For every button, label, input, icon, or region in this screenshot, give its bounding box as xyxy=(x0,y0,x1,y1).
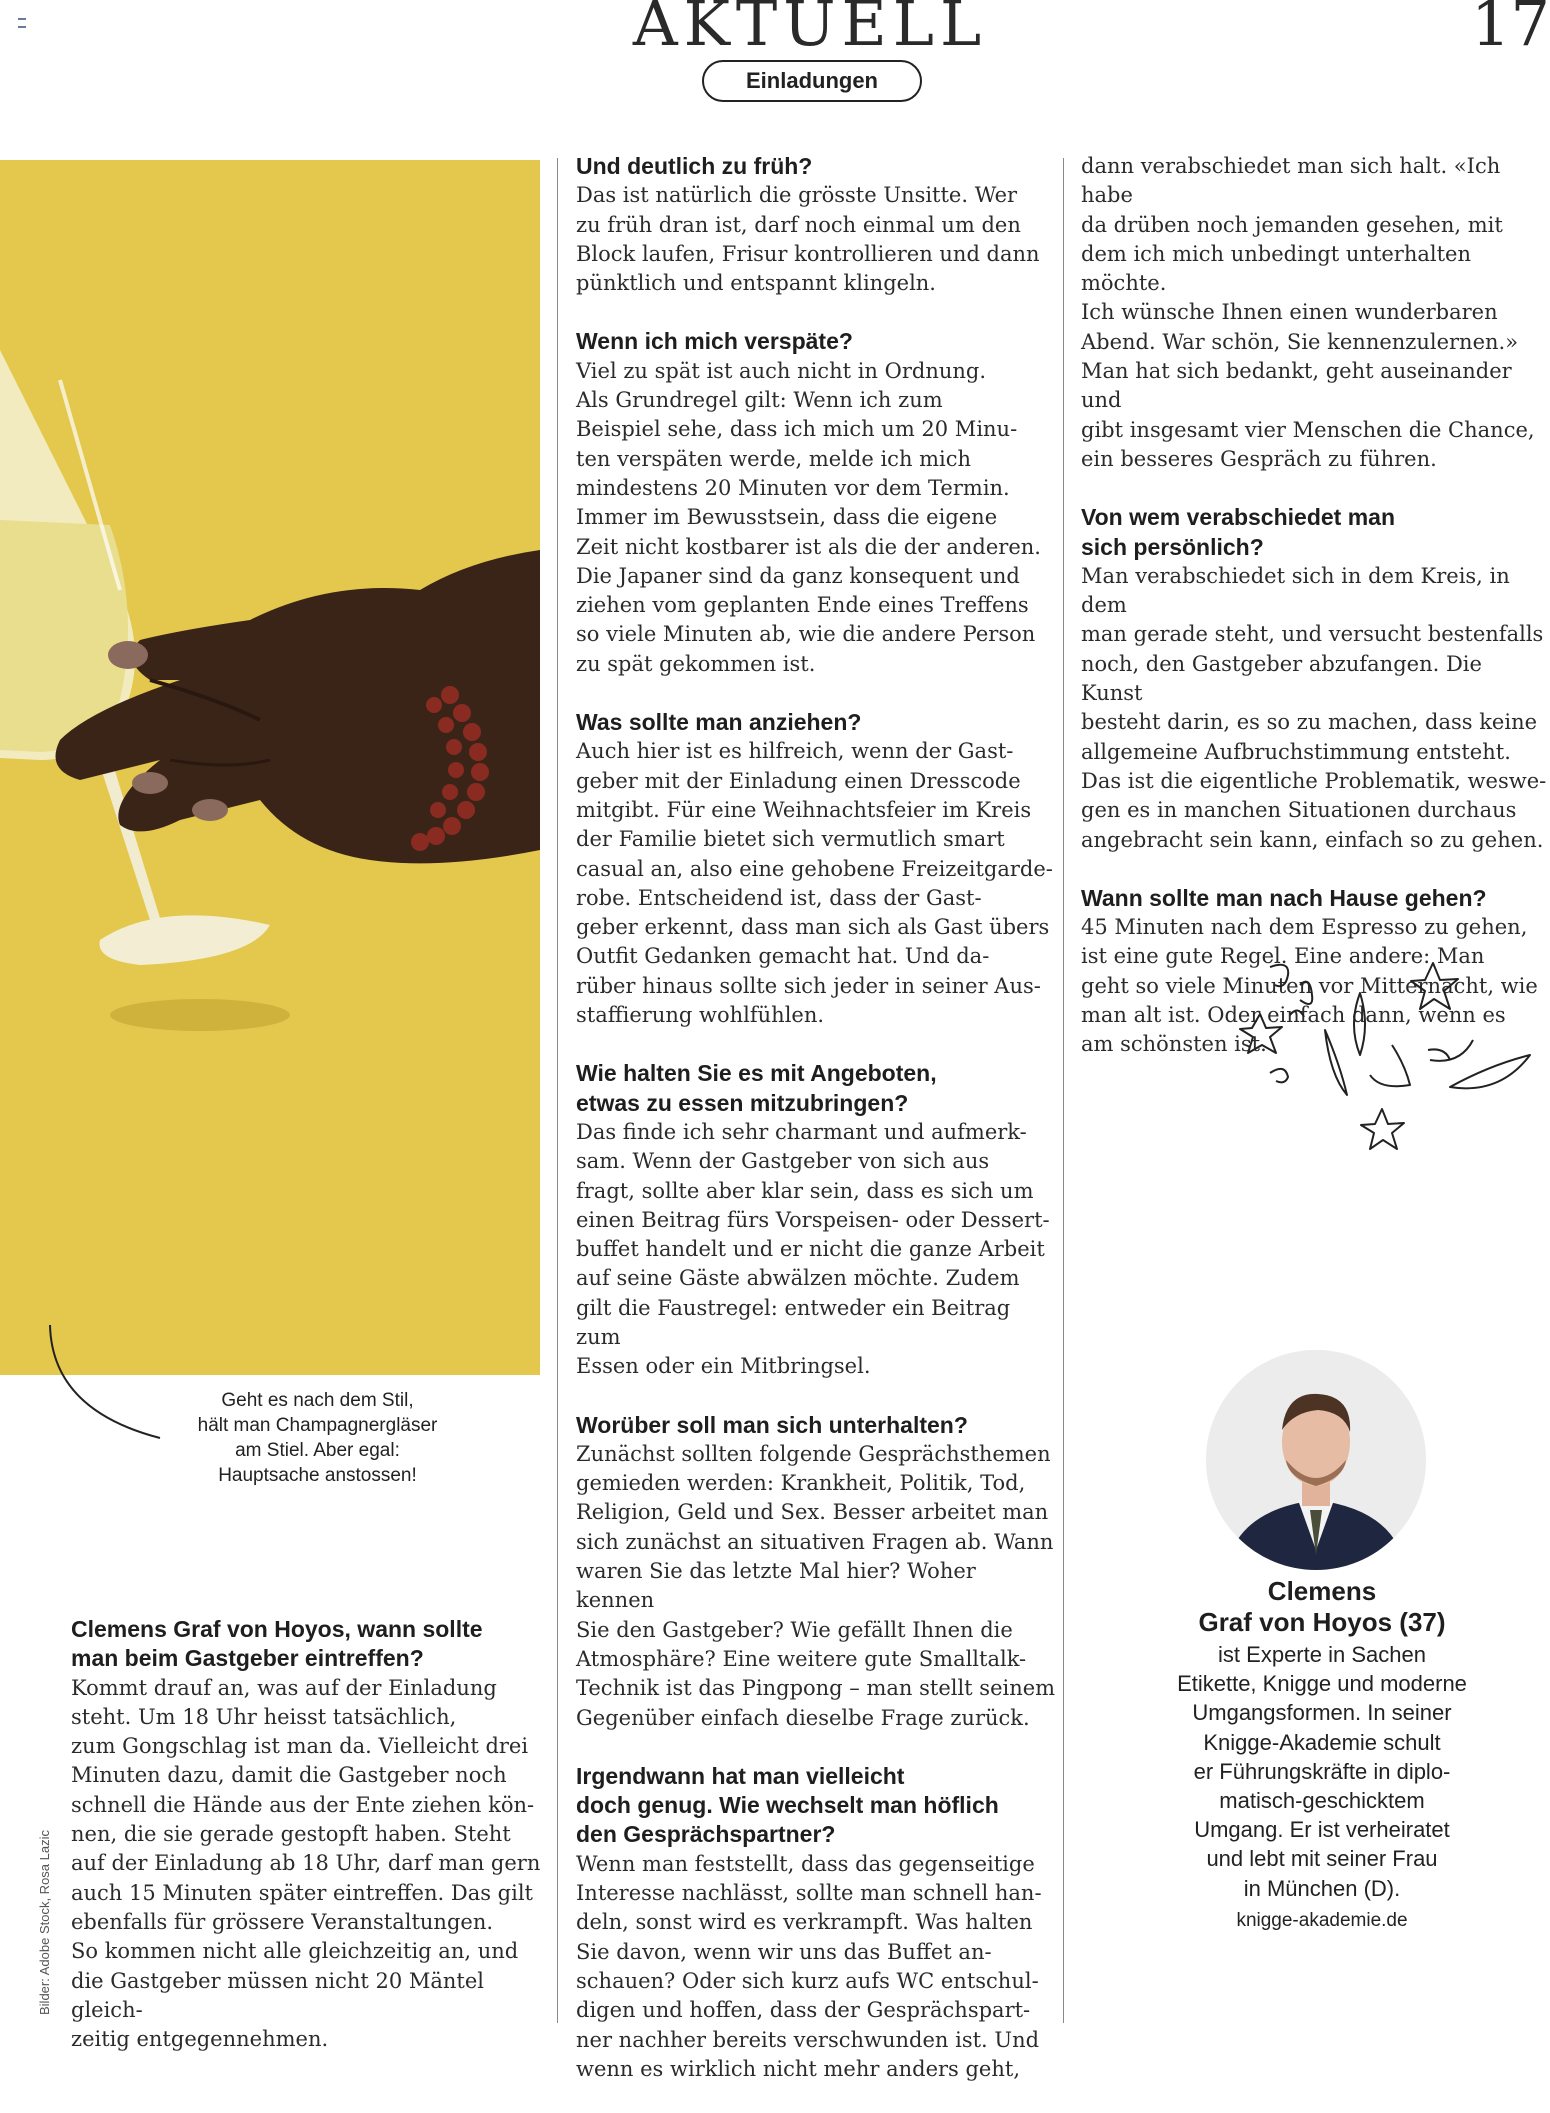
text-line: mindestens 20 Minuten vor dem Termin. xyxy=(576,475,1010,500)
text-line: Auch hier ist es hilfreich, wenn der Gast- xyxy=(576,739,1014,764)
answer-paragraph xyxy=(1081,152,1550,474)
answer-paragraph xyxy=(576,737,1056,1030)
text-line: auf der Einladung ab 18 Uhr, darf man gern xyxy=(71,1851,541,1876)
bio-line: er Führungskräfte in diplo- xyxy=(1193,1758,1451,1784)
author-portrait xyxy=(1206,1350,1426,1570)
article-column-1 xyxy=(71,1615,551,2083)
text-line: robe. Entscheidend ist, dass der Gast- xyxy=(576,885,982,910)
caption-line: hält man Champagnergläser xyxy=(197,1415,438,1436)
text-line: geht so viele Minuten vor Mitternacht, wie xyxy=(1081,973,1538,998)
question-heading: Clemens Graf von Hoyos, wann sollte xyxy=(71,1616,483,1642)
question-heading: den Gesprächspartner? xyxy=(576,1821,836,1848)
text-line: wenn es wirklich nicht mehr anders geht, xyxy=(576,2056,1020,2081)
question-heading: sich persönlich? xyxy=(1081,533,1264,560)
text-line: Ich wünsche Ihnen einen wunderbaren xyxy=(1081,300,1498,325)
column-divider xyxy=(1063,158,1064,2023)
text-line: Religion, Geld und Sex. Besser arbeitet man xyxy=(576,1500,1049,1525)
text-line: ner nachher bereits verschwunden ist. Und xyxy=(576,2027,1040,2052)
text-line: angebracht sein kann, einfach so zu gehen. xyxy=(1081,827,1544,852)
text-line: Atmosphäre? Eine weitere gute Smalltalk- xyxy=(576,1646,1027,1671)
bio-line: Umgang. Er ist verheiratet xyxy=(1194,1817,1450,1843)
text-line: Als Grundregel gilt: Wenn ich zum xyxy=(576,388,943,413)
bio-line: und lebt mit seiner Frau xyxy=(1206,1846,1438,1872)
category-pill: Einladungen xyxy=(702,60,922,102)
text-line: besteht darin, es so zu machen, dass keine xyxy=(1081,710,1538,735)
text-line: schnell die Hände aus der Ente ziehen kön- xyxy=(71,1792,535,1817)
text-line: buffet handelt und er nicht die ganze Arbeit xyxy=(576,1237,1045,1262)
question-heading: man beim Gastgeber eintreffen? xyxy=(71,1645,424,1672)
text-line: 45 Minuten nach dem Espresso zu gehen, xyxy=(1081,915,1528,940)
text-line: staffierung wohlfühlen. xyxy=(576,1003,825,1028)
text-line: dem ich mich unbedingt unterhalten möchte. xyxy=(1081,241,1471,296)
caption-line: Geht es nach dem Stil, xyxy=(221,1390,414,1411)
text-line: Block laufen, Frisur kontrollieren und dann xyxy=(576,241,1040,266)
champagne-photo xyxy=(0,160,540,1375)
text-line: allgemeine Aufbruchstimmung entsteht. xyxy=(1081,739,1511,764)
question-heading: Irgendwann hat man vielleicht xyxy=(576,1762,905,1789)
text-line: Das ist natürlich die grösste Unsitte. Wer xyxy=(576,183,1018,208)
photo-caption xyxy=(160,1388,475,1488)
question-heading: etwas zu essen mitzubringen? xyxy=(576,1089,909,1116)
text-line: Outfit Gedanken gemacht hat. Und da- xyxy=(576,944,990,969)
text-line: ist eine gute Regel. Eine andere: Man xyxy=(1081,944,1485,969)
answer-paragraph xyxy=(576,1850,1056,2084)
text-line: waren Sie das letzte Mal hier? Woher kennen xyxy=(576,1559,976,1613)
answer-paragraph xyxy=(576,1440,1056,1733)
text-line: Viel zu spät ist auch nicht in Ordnung. xyxy=(576,358,987,383)
text-line: zum Gongschlag ist man da. Vielleicht drei xyxy=(71,1734,529,1759)
text-line: nen, die sie gerade gestopft haben. Steht xyxy=(71,1822,511,1847)
text-line: Abend. War schön, Sie kennenzulernen.» xyxy=(1081,329,1519,354)
text-line: Beispiel sehe, dass ich mich um 20 Minu- xyxy=(576,417,1018,442)
text-line: Kommt drauf an, was auf der Einladung xyxy=(71,1675,497,1700)
text-line: auf seine Gäste abwälzen möchte. Zudem xyxy=(576,1266,1020,1291)
text-line: Das ist die eigentliche Problematik, weswe- xyxy=(1081,768,1547,793)
portrait-illustration xyxy=(1206,1350,1426,1570)
author-name-line: Clemens xyxy=(1267,1576,1377,1606)
text-line: Zunächst sollten folgende Gesprächsthemen xyxy=(576,1441,1051,1466)
text-line: auch 15 Minuten später eintreffen. Das gilt xyxy=(71,1880,533,1905)
text-line: fragt, sollte aber klar sein, dass es sich um xyxy=(576,1178,1034,1203)
text-line: so viele Minuten ab, wie die andere Person xyxy=(576,622,1036,647)
text-line: zu spät gekommen ist. xyxy=(576,651,816,676)
text-line: pünktlich und entspannt klingeln. xyxy=(576,271,936,296)
champagne-illustration xyxy=(0,160,540,1375)
text-line: noch, den Gastgeber abzufangen. Die Kunst xyxy=(1081,651,1482,706)
text-line: Immer im Bewusstsein, dass die eigene xyxy=(576,505,998,530)
text-line: da drüben noch jemanden gesehen, mit xyxy=(1081,212,1503,237)
text-line: gemieden werden: Krankheit, Politik, Tod, xyxy=(576,1471,1026,1496)
confetti-doodle xyxy=(1230,955,1540,1175)
author-website: knigge-akademie.de xyxy=(1236,1910,1408,1931)
caption-line: Hauptsache anstossen! xyxy=(218,1465,417,1486)
text-line: ziehen vom geplanten Ende eines Treffens xyxy=(576,593,1029,618)
text-line: einen Beitrag fürs Vorspeisen- oder Dessert- xyxy=(576,1207,1050,1232)
question-heading: Wann sollte man nach Hause gehen? xyxy=(1081,884,1487,911)
bio-line: in München (D). xyxy=(1243,1875,1401,1901)
author-name xyxy=(1142,1576,1502,1638)
question-heading: Wie halten Sie es mit Angeboten, xyxy=(576,1060,937,1087)
caption-line: am Stiel. Aber egal: xyxy=(235,1440,400,1461)
text-line: geber erkennt, dass man sich als Gast übers xyxy=(576,915,1050,940)
text-line: ebenfalls für grössere Veranstaltungen. xyxy=(71,1909,494,1934)
question-heading: doch genug. Wie wechselt man höflich xyxy=(576,1792,999,1819)
text-line: mitgibt. Für eine Weihnachtsfeier im Kreis xyxy=(576,797,1032,822)
answer-paragraph xyxy=(576,181,1056,298)
text-line: man alt ist. Oder einfach dann, wenn es xyxy=(1081,1003,1506,1028)
text-line: Sie davon, wenn wir uns das Buffet an- xyxy=(576,1939,992,1964)
text-line: steht. Um 18 Uhr heisst tatsächlich, xyxy=(71,1704,457,1729)
text-line: Essen oder ein Mitbringsel. xyxy=(576,1354,871,1379)
bio-line: matisch-geschicktem xyxy=(1219,1788,1425,1814)
text-line: Interesse nachlässt, sollte man schnell han- xyxy=(576,1881,1042,1906)
page-number: 17 xyxy=(1471,0,1550,60)
answer-paragraph xyxy=(1081,562,1550,855)
text-line: Zeit nicht kostbarer ist als die der anderen. xyxy=(576,534,1041,559)
text-line: schauen? Oder sich kurz aufs WC entschul- xyxy=(576,1968,1039,1993)
text-line: Man hat sich bedankt, geht auseinander und xyxy=(1081,359,1512,413)
question-heading: Von wem verabschiedet man xyxy=(1081,504,1396,531)
text-line: Sie den Gastgeber? Wie gefällt Ihnen die xyxy=(576,1617,1013,1642)
text-line: Wenn man feststellt, dass das gegenseitige xyxy=(576,1851,1035,1876)
text-line: Technik ist das Pingpong – man stellt seinem xyxy=(576,1676,1056,1701)
text-line: Gegenüber einfach dieselbe Frage zurück. xyxy=(576,1705,1030,1730)
column-divider xyxy=(557,158,558,2023)
text-line: Minuten dazu, damit die Gastgeber noch xyxy=(71,1763,507,1788)
question-heading: Und deutlich zu früh? xyxy=(576,153,813,179)
text-line: gen es in manchen Situationen durchaus xyxy=(1081,798,1517,823)
text-line: dann verabschiedet man sich halt. «Ich habe xyxy=(1081,154,1501,208)
answer-paragraph xyxy=(576,1118,1056,1382)
text-line: sam. Wenn der Gastgeber von sich aus xyxy=(576,1149,990,1174)
text-line: sich zunächst an situativen Fragen ab. Wann xyxy=(576,1529,1054,1554)
photo-credit: Bilder: Adobe Stock, Rosa Lazic xyxy=(37,1830,52,2015)
answer-paragraph xyxy=(576,357,1056,679)
article-column-3 xyxy=(1081,152,1550,1089)
bio-line: Umgangsformen. In seiner xyxy=(1192,1700,1452,1726)
question-heading: Was sollte man anziehen? xyxy=(576,709,862,736)
text-line: zeitig entgegennehmen. xyxy=(71,2027,329,2052)
question-heading: Wenn ich mich verspäte? xyxy=(576,328,853,355)
text-line: Das finde ich sehr charmant und aufmerk- xyxy=(576,1119,1027,1144)
answer-paragraph xyxy=(71,1674,551,2055)
text-line: gilt die Faustregel: entweder ein Beitrag zum xyxy=(576,1295,1011,1349)
text-line: casual an, also eine gehobene Freizeitgarde- xyxy=(576,856,1053,881)
text-line: geber mit der Einladung einen Dresscode xyxy=(576,768,1021,793)
text-line: die Gastgeber müssen nicht 20 Mäntel gleich- xyxy=(71,1968,485,2022)
text-line: ten verspäten werde, melde ich mich xyxy=(576,446,972,471)
text-line: Die Japaner sind da ganz konsequent und xyxy=(576,563,1020,588)
text-line: zu früh dran ist, darf noch einmal um den xyxy=(576,212,1021,237)
author-name-line: Graf von Hoyos (37) xyxy=(1198,1607,1446,1637)
question-heading: Worüber soll man sich unterhalten? xyxy=(576,1411,968,1438)
text-line: rüber hinaus sollte sich jeder in seiner Aus- xyxy=(576,973,1041,998)
article-column-2 xyxy=(576,152,1056,2113)
text-line: der Familie bietet sich vermutlich smart xyxy=(576,827,1005,852)
text-line: digen und hoffen, dass der Gesprächspart- xyxy=(576,1998,1031,2023)
text-line: deln, sonst wird es verkrampft. Was halten xyxy=(576,1910,1033,1935)
section-title: AKTUELL xyxy=(632,0,988,60)
text-line: man gerade steht, und versucht bestenfalls xyxy=(1081,622,1544,647)
bio-line: Knigge-Akademie schult xyxy=(1203,1729,1441,1755)
caption-pointer-line xyxy=(40,1320,170,1440)
bio-line: Etikette, Knigge und moderne xyxy=(1177,1671,1467,1697)
text-line: Man verabschiedet sich in dem Kreis, in dem xyxy=(1081,563,1510,618)
text-line: gibt insgesamt vier Menschen die Chance, xyxy=(1081,417,1535,442)
text-line: am schönsten ist. xyxy=(1081,1032,1267,1057)
text-line: So kommen nicht alle gleichzeitig an, und xyxy=(71,1939,519,1964)
bio-line: ist Experte in Sachen xyxy=(1218,1642,1426,1667)
author-bio xyxy=(1142,1640,1502,1903)
text-line: ein besseres Gespräch zu führen. xyxy=(1081,446,1437,471)
